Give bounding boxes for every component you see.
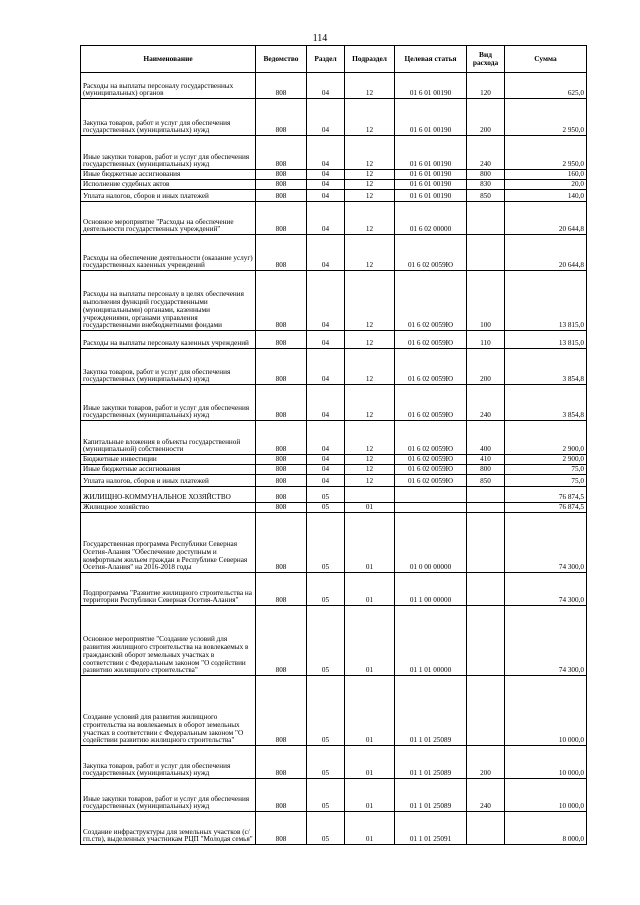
row-section: 04	[307, 73, 345, 99]
table-row	[81, 465, 587, 475]
row-target: 01 6 02 0059Ю	[395, 331, 467, 349]
table-row	[81, 455, 587, 465]
row-dept: 808	[256, 812, 307, 845]
table-row	[81, 746, 587, 779]
row-section: 04	[307, 190, 345, 202]
table-row	[81, 349, 587, 385]
row-dept: 808	[256, 99, 307, 136]
row-expense-type: 120	[467, 73, 505, 99]
row-sum: 74 300,0	[505, 606, 587, 676]
table-row	[81, 99, 587, 136]
row-subsection: 01	[345, 746, 395, 779]
row-name: Закупка товаров, работ и услуг для обеспечения государственных (муниципальных) нужд	[81, 349, 256, 385]
row-sum: 75,0	[505, 475, 587, 487]
table-row	[81, 676, 587, 746]
table-row	[81, 385, 587, 421]
header-target: Целевая статья	[395, 46, 467, 73]
row-section: 04	[307, 349, 345, 385]
row-expense-type: 240	[467, 779, 505, 812]
table-row	[81, 812, 587, 845]
row-subsection: 12	[345, 465, 395, 475]
header-section: Раздел	[307, 46, 345, 73]
table-header-row	[81, 46, 587, 73]
row-sum: 13 815,0	[505, 271, 587, 331]
row-subsection: 12	[345, 475, 395, 487]
row-dept: 808	[256, 573, 307, 606]
row-sum: 2 900,0	[505, 455, 587, 465]
row-target: 01 6 02 0059Ю	[395, 475, 467, 487]
row-section: 04	[307, 180, 345, 190]
row-name: Расходы на обеспечение деятельности (оказание услуг) государственных казенных учреждений	[81, 235, 256, 271]
row-expense-type: 850	[467, 190, 505, 202]
row-subsection: 12	[345, 331, 395, 349]
table-row	[81, 331, 587, 349]
row-name: Бюджетные инвестиции	[81, 455, 256, 465]
row-subsection: 12	[345, 455, 395, 465]
row-target: 01 6 01 00190	[395, 180, 467, 190]
row-target: 01 1 01 00000	[395, 606, 467, 676]
row-dept: 808	[256, 465, 307, 475]
row-subsection: 12	[345, 421, 395, 455]
row-target: 01 6 02 0059Ю	[395, 235, 467, 271]
row-name: Исполнение судебных актов	[81, 180, 256, 190]
row-section: 04	[307, 99, 345, 136]
row-name: Закупка товаров, работ и услуг для обеспечения государственных (муниципальных) нужд	[81, 746, 256, 779]
table-row	[81, 136, 587, 170]
row-section: 04	[307, 475, 345, 487]
row-dept: 808	[256, 271, 307, 331]
row-dept: 808	[256, 421, 307, 455]
row-subsection: 01	[345, 779, 395, 812]
table-row	[81, 513, 587, 573]
row-expense-type: 800	[467, 170, 505, 180]
row-sum: 2 900,0	[505, 421, 587, 455]
row-section: 05	[307, 676, 345, 746]
row-target: 01 6 02 0059Ю	[395, 455, 467, 465]
table-row	[81, 573, 587, 606]
row-expense-type: 110	[467, 331, 505, 349]
row-name: Иные бюджетные ассигнования	[81, 465, 256, 475]
row-expense-type	[467, 235, 505, 271]
row-dept: 808	[256, 73, 307, 99]
row-expense-type	[467, 513, 505, 573]
row-target: 01 0 00 00000	[395, 513, 467, 573]
row-sum: 10 000,0	[505, 779, 587, 812]
row-name: Создание условий для развития жилищного строительства на вовлекаемых в оборот земельных участках в соответствии с Федеральным законом "О содействии развитию жилищного строительства"	[81, 676, 256, 746]
row-target: 01 6 01 00190	[395, 99, 467, 136]
row-sum: 13 815,0	[505, 331, 587, 349]
row-subsection	[345, 487, 395, 503]
row-subsection: 12	[345, 180, 395, 190]
row-target: 01 6 01 00190	[395, 136, 467, 170]
row-sum: 2 950,0	[505, 99, 587, 136]
row-target: 01 1 01 25089	[395, 746, 467, 779]
row-section: 04	[307, 235, 345, 271]
row-name: Расходы на выплаты персоналу государственных (муниципальных) органов	[81, 73, 256, 99]
row-subsection: 12	[345, 99, 395, 136]
table-row	[81, 475, 587, 487]
row-subsection: 12	[345, 271, 395, 331]
row-target: 01 1 01 25091	[395, 812, 467, 845]
row-target: 01 6 02 0059Ю	[395, 385, 467, 421]
row-dept: 808	[256, 136, 307, 170]
row-subsection: 01	[345, 573, 395, 606]
row-dept: 808	[256, 170, 307, 180]
row-target: 01 6 02 00000	[395, 202, 467, 235]
row-expense-type	[467, 606, 505, 676]
budget-table	[80, 45, 587, 845]
row-sum: 74 300,0	[505, 573, 587, 606]
row-sum: 10 000,0	[505, 676, 587, 746]
header-sum: Сумма	[505, 46, 587, 73]
row-sum: 20 644,8	[505, 202, 587, 235]
row-subsection: 12	[345, 170, 395, 180]
row-section: 05	[307, 573, 345, 606]
row-section: 05	[307, 746, 345, 779]
row-target: 01 1 01 25089	[395, 779, 467, 812]
row-expense-type: 240	[467, 385, 505, 421]
header-name: Наименование	[81, 46, 256, 73]
row-name: Расходы на выплаты персоналу казенных учреждений	[81, 331, 256, 349]
row-name: Основное мероприятие "Создание условий для развития жилищного строительства на вовлекаемых в гражданский оборот земельных участках в соответствии с Федеральным законом "О содействии развитию жилищного строительства"	[81, 606, 256, 676]
row-section: 05	[307, 513, 345, 573]
row-subsection: 01	[345, 676, 395, 746]
row-dept: 808	[256, 190, 307, 202]
row-expense-type	[467, 487, 505, 503]
row-dept: 808	[256, 779, 307, 812]
row-section: 05	[307, 779, 345, 812]
table-row	[81, 606, 587, 676]
row-sum: 20,0	[505, 180, 587, 190]
table-row	[81, 190, 587, 202]
header-subsection: Подраздел	[345, 46, 395, 73]
row-name: Создание инфраструктуры для земельных участков (с/гп.ств), выделенных участникам РЦП "Молодая семья"	[81, 812, 256, 845]
page-number: 114	[312, 33, 328, 44]
row-target: 01 6 02 0059Ю	[395, 465, 467, 475]
row-expense-type	[467, 676, 505, 746]
row-section: 04	[307, 465, 345, 475]
row-target: 01 6 01 00190	[395, 73, 467, 99]
row-name: Капитальные вложения в объекты государственной (муниципальной) собственности	[81, 421, 256, 455]
row-sum: 76 874,5	[505, 487, 587, 503]
table-row	[81, 170, 587, 180]
row-subsection: 12	[345, 73, 395, 99]
row-sum: 8 000,0	[505, 812, 587, 845]
table-row	[81, 180, 587, 190]
table-row	[81, 487, 587, 503]
row-subsection: 12	[345, 202, 395, 235]
table-row	[81, 73, 587, 99]
row-dept: 808	[256, 385, 307, 421]
row-section: 04	[307, 136, 345, 170]
row-target: 01 1 00 00000	[395, 573, 467, 606]
table-row	[81, 779, 587, 812]
row-section: 04	[307, 170, 345, 180]
row-expense-type: 400	[467, 421, 505, 455]
row-name: Расходы на выплаты персоналу в целях обеспечения выполнения функций государственными (муниципальными) органами, казенными учреждениями, органами управления государственными внебюджетными фондами	[81, 271, 256, 331]
row-dept: 808	[256, 475, 307, 487]
row-name: Закупка товаров, работ и услуг для обеспечения государственных (муниципальных) нужд	[81, 99, 256, 136]
row-expense-type: 800	[467, 465, 505, 475]
row-dept: 808	[256, 513, 307, 573]
header-dept: Ведомство	[256, 46, 307, 73]
row-section: 04	[307, 385, 345, 421]
row-name: ЖИЛИЩНО-КОММУНАЛЬНОЕ ХОЗЯЙСТВО	[81, 487, 256, 503]
row-sum: 75,0	[505, 465, 587, 475]
row-expense-type: 200	[467, 99, 505, 136]
row-expense-type	[467, 812, 505, 845]
row-section: 04	[307, 202, 345, 235]
row-sum: 74 300,0	[505, 513, 587, 573]
row-expense-type: 830	[467, 180, 505, 190]
row-section: 05	[307, 606, 345, 676]
row-subsection: 12	[345, 385, 395, 421]
row-dept: 808	[256, 487, 307, 503]
table-row	[81, 202, 587, 235]
row-sum: 3 854,8	[505, 349, 587, 385]
row-expense-type: 200	[467, 349, 505, 385]
row-target: 01 6 02 0059Ю	[395, 271, 467, 331]
row-subsection: 01	[345, 503, 395, 513]
row-target: 01 6 02 0059Ю	[395, 349, 467, 385]
row-subsection: 01	[345, 513, 395, 573]
row-dept: 808	[256, 331, 307, 349]
header-expense-type: Вид расхода	[467, 46, 505, 73]
row-subsection: 01	[345, 812, 395, 845]
row-subsection: 12	[345, 349, 395, 385]
row-name: Жилищное хозяйство	[81, 503, 256, 513]
row-dept: 808	[256, 455, 307, 465]
row-name: Уплата налогов, сборов и иных платежей	[81, 190, 256, 202]
row-name: Государственная программа Республики Северная Осетия-Алания "Обеспечение доступным и комфортным жильем граждан в Республике Северная Осетия-Алания" на 2016-2018 годы	[81, 513, 256, 573]
row-dept: 808	[256, 349, 307, 385]
row-subsection: 12	[345, 235, 395, 271]
row-section: 04	[307, 331, 345, 349]
row-sum: 76 874,5	[505, 503, 587, 513]
row-expense-type: 850	[467, 475, 505, 487]
row-sum: 20 644,8	[505, 235, 587, 271]
row-dept: 808	[256, 676, 307, 746]
row-target: 01 6 01 00190	[395, 170, 467, 180]
row-section: 04	[307, 421, 345, 455]
row-expense-type	[467, 503, 505, 513]
row-expense-type	[467, 202, 505, 235]
table-row	[81, 421, 587, 455]
row-dept: 808	[256, 606, 307, 676]
row-dept: 808	[256, 235, 307, 271]
row-target	[395, 487, 467, 503]
row-sum: 160,0	[505, 170, 587, 180]
row-sum: 10 000,0	[505, 746, 587, 779]
row-section: 04	[307, 455, 345, 465]
row-name: Иные закупки товаров, работ и услуг для обеспечения государственных (муниципальных) нужд	[81, 136, 256, 170]
row-sum: 2 950,0	[505, 136, 587, 170]
row-subsection: 12	[345, 190, 395, 202]
row-name: Иные закупки товаров, работ и услуг для обеспечения государственных (муниципальных) нужд	[81, 385, 256, 421]
row-name: Иные закупки товаров, работ и услуг для обеспечения государственных (муниципальных) нужд	[81, 779, 256, 812]
row-target: 01 6 01 00190	[395, 190, 467, 202]
row-sum: 625,0	[505, 73, 587, 99]
row-dept: 808	[256, 202, 307, 235]
row-target: 01 1 01 25089	[395, 676, 467, 746]
row-expense-type	[467, 573, 505, 606]
row-expense-type: 200	[467, 746, 505, 779]
table-row	[81, 235, 587, 271]
row-section: 05	[307, 503, 345, 513]
row-section: 04	[307, 271, 345, 331]
row-name: Иные бюджетные ассигнования	[81, 170, 256, 180]
row-dept: 808	[256, 180, 307, 190]
row-subsection: 01	[345, 606, 395, 676]
table-row	[81, 503, 587, 513]
row-dept: 808	[256, 503, 307, 513]
row-dept: 808	[256, 746, 307, 779]
row-expense-type: 410	[467, 455, 505, 465]
row-subsection: 12	[345, 136, 395, 170]
row-name: Уплата налогов, сборов и иных платежей	[81, 475, 256, 487]
row-sum: 140,0	[505, 190, 587, 202]
row-sum: 3 854,8	[505, 385, 587, 421]
row-name: Основное мероприятие "Расходы на обеспечение деятельности государственных учреждений"	[81, 202, 256, 235]
table-row	[81, 271, 587, 331]
row-name: Подпрограмма "Развитие жилищного строительства на территории Республики Северная Осетия-Алания"	[81, 573, 256, 606]
row-target	[395, 503, 467, 513]
row-section: 05	[307, 812, 345, 845]
row-expense-type: 100	[467, 271, 505, 331]
row-target: 01 6 02 0059Ю	[395, 421, 467, 455]
row-expense-type: 240	[467, 136, 505, 170]
row-section: 05	[307, 487, 345, 503]
